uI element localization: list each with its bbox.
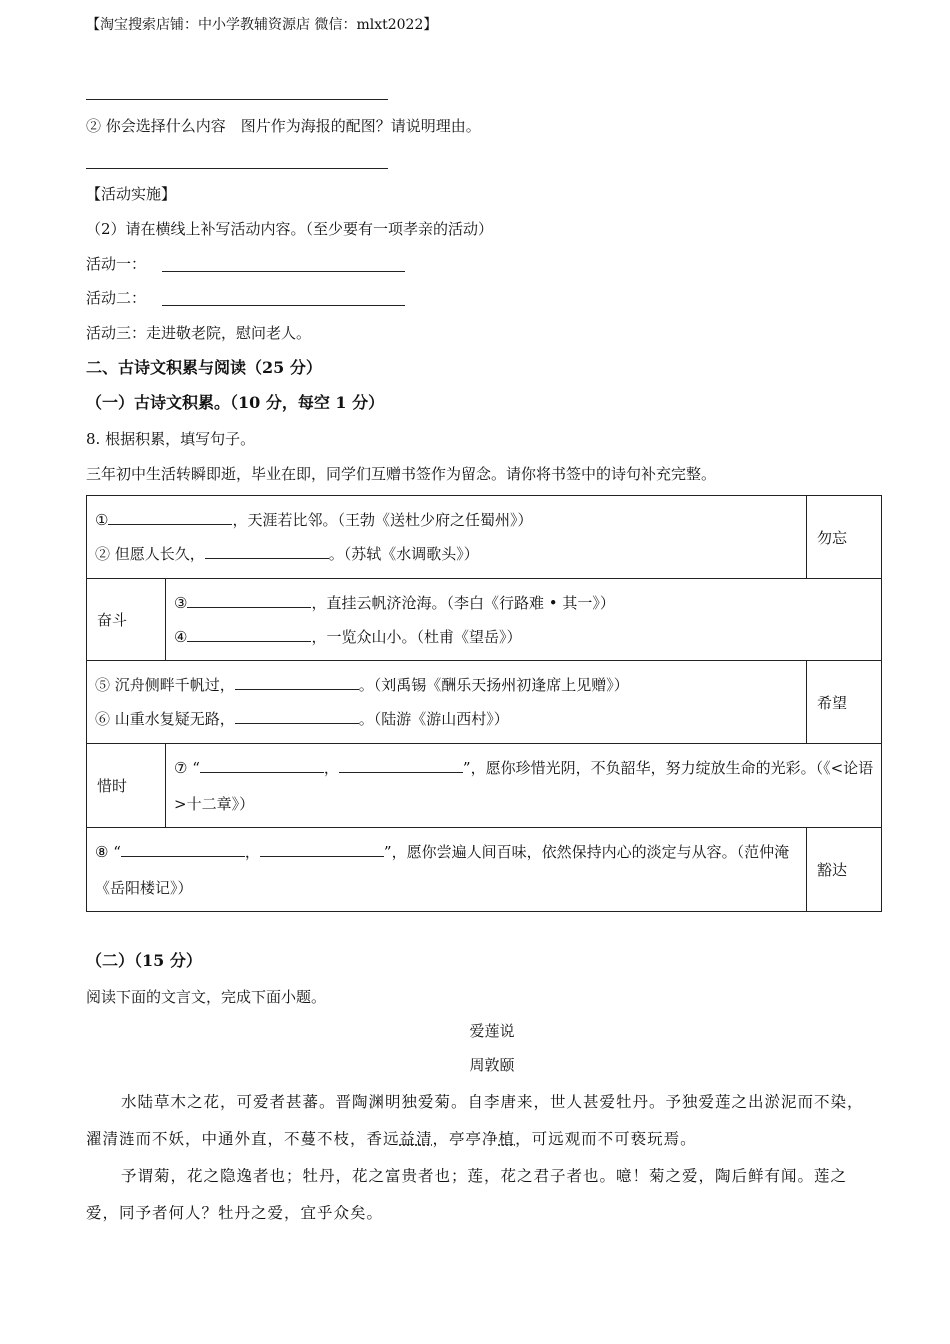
poem-author: 周敦颐: [469, 1056, 515, 1074]
bookmark-row-5: [87, 828, 882, 912]
bookmark-3-content: [87, 661, 807, 744]
bookmark-1-tag: 勿忘: [807, 496, 882, 579]
poem-title: 爱莲说: [469, 1022, 515, 1040]
activity-3: 活动三：走进敬老院，慰问老人。: [86, 324, 312, 342]
bookmark-5-tag: 豁达: [807, 828, 882, 912]
blank-1[interactable]: [108, 509, 232, 525]
blank-7a[interactable]: [200, 757, 324, 773]
activity-instruction: （2）请在横线上补写活动内容。（至少要有一项孝亲的活动）: [86, 220, 494, 238]
blank-4[interactable]: [187, 626, 311, 642]
bookmark-row-2: [87, 579, 882, 661]
blank-8a[interactable]: [121, 841, 245, 857]
paragraph-2-line-2: 爱，同予者何人？牡丹之爱，宜乎众矣。: [86, 1204, 384, 1222]
bookmark-4-tag: 惜时: [87, 744, 166, 828]
underlined-word-1: 益清: [399, 1130, 433, 1148]
line-5: ⑤ 沉舟侧畔千帆过， 。（刘禹锡《酬乐天扬州初逢席上见赠》）: [95, 676, 629, 694]
activity-2-blank[interactable]: [162, 305, 405, 306]
bookmark-table: [86, 495, 882, 912]
question-8-intro: 三年初中生活转瞬即逝，毕业在即，同学们互赠书签作为留念。请你将书签中的诗句补充完整。: [86, 465, 717, 483]
bookmark-3-tag: 希望: [807, 661, 882, 744]
section-2-title: 二、古诗文积累与阅读（25 分）: [86, 358, 322, 377]
blank-8b[interactable]: [260, 841, 384, 857]
bookmark-5-content: [87, 828, 807, 912]
bookmark-4-content: [166, 744, 882, 828]
subsection-2-title: （二）（15 分）: [86, 951, 202, 970]
line-2: ② 但愿人长久， 。（苏轼《水调歌头》）: [95, 545, 479, 563]
answer-line[interactable]: [86, 168, 388, 169]
line-8: ⑧ “ ， ”，愿你尝遍人间百味，依然保持内心的淡定与从容。（范仲淹《岳阳楼记》）: [95, 842, 790, 897]
question-8: 8. 根据积累，填写句子。: [86, 430, 256, 448]
paragraph-1-line-1: 水陆草木之花，可爱者甚蕃。晋陶渊明独爱菊。自李唐来，世人甚爱牡丹。予独爱莲之出淤泥而不染，: [121, 1093, 864, 1111]
paragraph-1-line-2: 濯清涟而不妖，中通外直，不蔓不枝，香远益清，亭亭净植，可远观而不可亵玩焉。: [86, 1130, 697, 1148]
blank-7b[interactable]: [339, 757, 463, 773]
activity-heading: 【活动实施】: [86, 185, 177, 203]
line-7: ⑦ “ ， ”，愿你珍惜光阴，不负韶华，努力绽放生命的光彩。（《<论语>十二章》）: [174, 758, 874, 813]
line-1: ① ，天涯若比邻。（王勃《送杜少府之任蜀州》）: [95, 511, 533, 529]
line-3: ③ ，直挂云帆济沧海。（李白《行路难 • 其一》）: [174, 593, 615, 612]
reading-instruction: 阅读下面的文言文，完成下面小题。: [86, 988, 327, 1006]
blank-2[interactable]: [205, 543, 329, 559]
line-4: ④ ，一览众山小。（杜甫《望岳》）: [174, 627, 522, 646]
bookmark-row-4: [87, 744, 882, 828]
bookmark-1-content: [87, 496, 807, 579]
activity-1-label: 活动一：: [86, 255, 147, 273]
bookmark-row-3: [87, 661, 882, 744]
header-watermark: 【淘宝搜索店铺：中小学教辅资源店 微信：mlxt2022】: [86, 17, 438, 33]
subsection-1-title: （一）古诗文积累。（10 分，每空 1 分）: [86, 393, 385, 412]
blank-6[interactable]: [235, 708, 359, 724]
answer-line[interactable]: [86, 99, 388, 100]
underlined-word-2: 植: [498, 1130, 516, 1148]
activity-1-blank[interactable]: [162, 271, 405, 272]
line-6: ⑥ 山重水复疑无路， 。（陆游《游山西村》）: [95, 710, 509, 728]
paragraph-2-line-1: 予谓菊，花之隐逸者也；牡丹，花之富贵者也；莲，花之君子者也。噫！菊之爱，陶后鲜有闻。莲之: [121, 1167, 848, 1185]
question-poster-image: ② 你会选择什么内容 图片作为海报的配图？请说明理由。: [86, 117, 481, 135]
bookmark-row-1: [87, 496, 882, 579]
bookmark-2-tag: 奋斗: [87, 579, 166, 661]
bookmark-2-content: [166, 579, 882, 661]
blank-3[interactable]: [187, 592, 311, 608]
activity-2-label: 活动二：: [86, 289, 147, 307]
blank-5[interactable]: [235, 674, 359, 690]
